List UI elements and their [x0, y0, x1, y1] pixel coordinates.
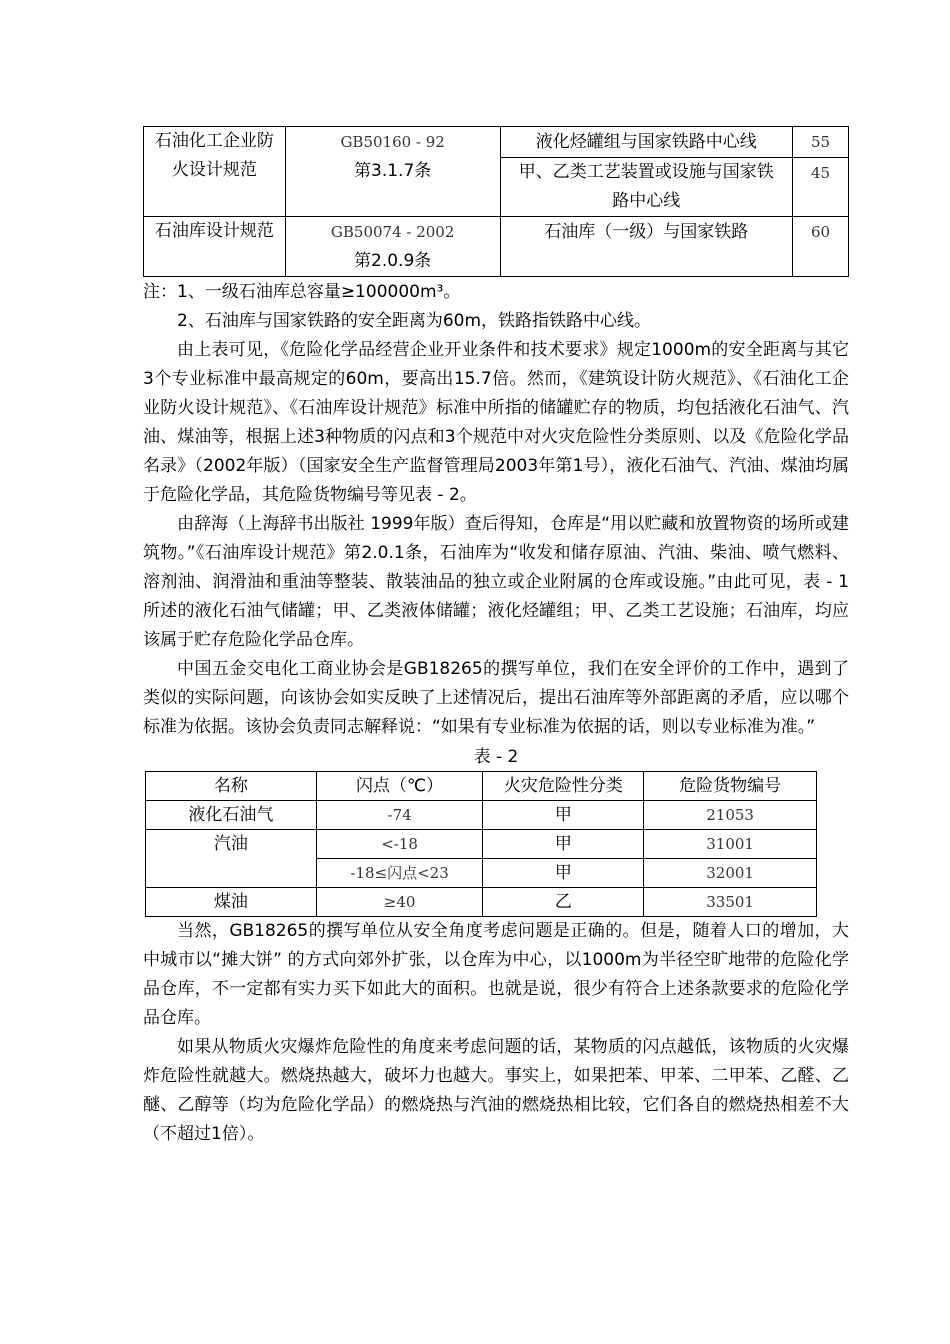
- fire-class: 甲: [483, 830, 644, 859]
- distance-value-cell: 55: [793, 127, 849, 158]
- standard-clause: 第3.1.7条: [354, 161, 432, 181]
- standard-code: GB50160 - 92: [340, 133, 445, 151]
- hazard-code: 33501: [644, 888, 817, 917]
- table-row: [146, 830, 817, 859]
- paragraph: 中国五金交电化工商业协会是GB18265的撰写单位，我们在安全评价的工作中，遇到了类似的实际问题，向该协会如实反映了上述情况后，提出石油库等外部距离的矛盾，应以哪个标准为依据。该协会负责同志解释说：“如果有专业标准为依据的话，则以专业标准为准。”: [143, 659, 849, 737]
- fire-class: 甲: [483, 801, 644, 830]
- standard-code: GB50074 - 2002: [330, 223, 455, 241]
- document-page: [143, 126, 849, 1149]
- substance-name: 汽油: [146, 830, 317, 888]
- table-header-row: [146, 772, 817, 801]
- paragraph: 由辞海（上海辞书出版社 1999年版）查后得知，仓库是“用以贮藏和放置物资的场所或建筑物。”《石油库设计规范》第2.0.1条，石油库为“收发和储存原油、汽油、柴油、喷气燃料、溶剂油、润滑油和重油等整装、散装油品的独立或企业附属的仓库或设施。”由此可见，表 - 1所述的液化石油气储罐；甲、乙类液体储罐；液化烃罐组；甲、乙类工艺设施；石油库，均应该属于贮存危险化学品仓库。: [143, 514, 849, 650]
- paragraph: 当然，GB18265的撰写单位从安全角度考虑问题是正确的。但是，随着人口的增加，大中城市以“摊大饼” 的方式向郊外扩张，以仓库为中心，以1000m为半径空旷地带的危险化学品仓库，不一定都有实力买下如此大的面积。也就是说，很少有符合上述条款要求的危险化学品仓库。: [143, 921, 849, 1028]
- table-row: [144, 127, 849, 158]
- flash-point: -74: [316, 801, 483, 830]
- fire-class: 甲: [483, 859, 644, 888]
- paragraph: 如果从物质火灾爆炸危险性的角度来考虑问题的话，某物质的闪点越低，该物质的火灾爆炸危险性就越大。燃烧热越大，破坏力也越大。事实上，如果把苯、甲苯、二甲苯、乙醛、乙醚、乙醇等（均为危险化学品）的燃烧热与汽油的燃烧热相比较，它们各自的燃烧热相差不大（不超过1倍）。: [143, 1037, 849, 1144]
- hazard-code: 32001: [644, 859, 817, 888]
- flash-point: <-18: [316, 830, 483, 859]
- table-row: [144, 217, 849, 277]
- substance-name: 液化石油气: [146, 801, 317, 830]
- distance-desc-cell: 石油库（一级）与国家铁路: [500, 217, 793, 277]
- header-name: 名称: [146, 772, 317, 801]
- standard-code-cell: [285, 217, 500, 277]
- table-row: [146, 801, 817, 830]
- table-row: [146, 888, 817, 917]
- paragraph: 由上表可见，《危险化学品经营企业开业条件和技术要求》规定1000m的安全距离与其它3个专业标准中最高规定的60m，要高出15.7倍。然而，《建筑设计防火规范》、《石油化工企业防火设计规范》、《石油库设计规范》标准中所指的储罐贮存的物质，均包括液化石油气、汽油、煤油等，根据上述3种物质的闪点和3个规范中对火灾危险性分类原则、以及《危险化学品名录》（2002年版）（国家安全生产监督管理局2003年第1号），液化石油气、汽油、煤油均属于危险化学品，其危险货物编号等见表 - 2。: [143, 340, 849, 505]
- distance-value-cell: 45: [793, 158, 849, 217]
- hazard-table: [145, 771, 817, 917]
- standard-name-cell: 石油化工企业防火设计规范: [144, 127, 286, 217]
- fire-class: 乙: [483, 888, 644, 917]
- standards-table: [143, 126, 849, 277]
- standard-code-cell: [285, 127, 500, 217]
- standard-name-cell: 石油库设计规范: [144, 217, 286, 277]
- header-fire-class: 火灾危险性分类: [483, 772, 644, 801]
- distance-desc-cell: 甲、乙类工艺装置或设施与国家铁路中心线: [500, 158, 793, 217]
- substance-name: 煤油: [146, 888, 317, 917]
- header-code: 危险货物编号: [644, 772, 817, 801]
- table-caption: 表 - 2: [473, 747, 519, 767]
- note-1: 注：1、一级石油库总容量≥100000m³。: [143, 282, 461, 302]
- flash-point: -18≤闪点<23: [316, 859, 483, 888]
- hazard-code: 31001: [644, 830, 817, 859]
- flash-point: ≥40: [316, 888, 483, 917]
- hazard-code: 21053: [644, 801, 817, 830]
- standard-clause: 第2.0.9条: [354, 251, 432, 271]
- distance-desc-cell: 液化烃罐组与国家铁路中心线: [500, 127, 793, 158]
- header-flash-point: 闪点（℃）: [316, 772, 483, 801]
- note-2: 2、石油库与国家铁路的安全距离为60m，铁路指铁路中心线。: [177, 311, 652, 331]
- distance-value-cell: 60: [793, 217, 849, 277]
